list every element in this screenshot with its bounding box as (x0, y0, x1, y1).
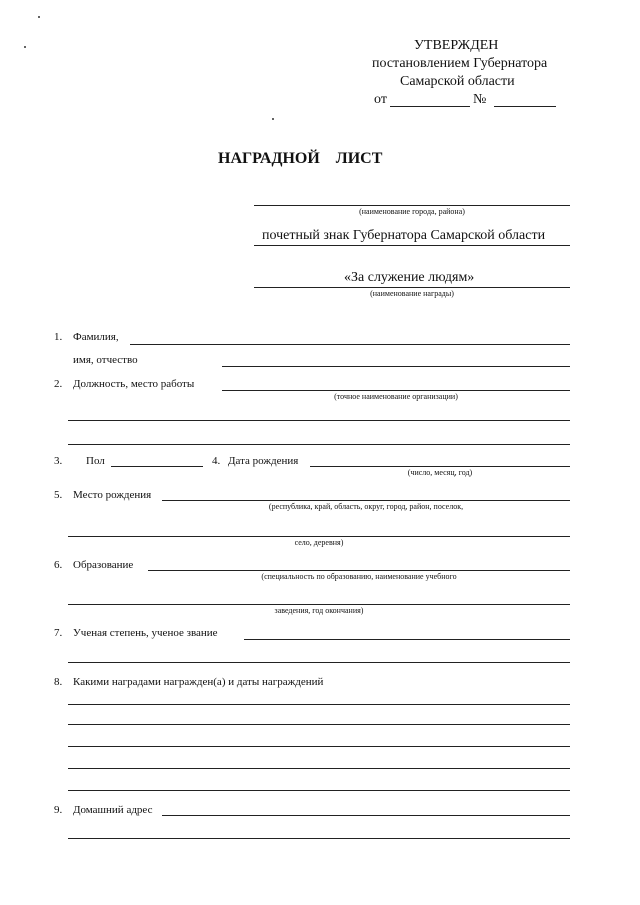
field-7-number: 7. (54, 627, 63, 639)
name-patronymic-line[interactable] (222, 366, 570, 367)
awards-line-5[interactable] (68, 790, 570, 791)
position-line-3[interactable] (68, 444, 570, 445)
surname-line[interactable] (130, 344, 570, 345)
awards-line-4[interactable] (68, 768, 570, 769)
birthplace-line[interactable] (162, 500, 570, 501)
field-6-number: 6. (54, 559, 63, 571)
city-line[interactable] (254, 205, 570, 206)
approval-line1: постановлением Губернатора (372, 56, 548, 71)
field-9-number: 9. (54, 804, 63, 816)
field-4-number: 4. (212, 455, 221, 467)
awards-label: Какими наградами награжден(а) и даты награждений (73, 676, 324, 688)
field-8-number: 8. (54, 676, 63, 688)
education-hint-1: (специальность по образованию, наименование учебного (261, 572, 457, 581)
birthplace-label: Место рождения (73, 489, 152, 501)
home-address-line[interactable] (162, 815, 570, 816)
org-hint: (точное наименование организации) (334, 392, 458, 401)
birthplace-hint-2: село, деревня) (294, 538, 344, 547)
date-hint: (число, месяц, год) (407, 468, 473, 477)
position-line-2[interactable] (68, 420, 570, 421)
degree-line[interactable] (244, 639, 570, 640)
name-patronymic-label: имя, отчество (73, 354, 138, 366)
birth-date-line[interactable] (310, 466, 570, 467)
position-label: Должность, место работы (73, 378, 195, 390)
scan-speck (272, 118, 274, 120)
sex-label: Пол (86, 455, 105, 467)
education-line[interactable] (148, 570, 570, 571)
awards-line-3[interactable] (68, 746, 570, 747)
education-hint-2: заведения, год окончания) (274, 606, 364, 615)
approval-title: УТВЕРЖДЕН (414, 38, 499, 53)
award-hint: (наименование награды) (370, 289, 454, 298)
approval-number-line[interactable] (494, 106, 556, 107)
position-line[interactable] (222, 390, 570, 391)
degree-line-2[interactable] (68, 662, 570, 663)
scan-speck (24, 46, 26, 48)
approval-number-label: № (473, 92, 487, 107)
birth-date-label: Дата рождения (228, 455, 299, 467)
award-kind-line (254, 245, 570, 246)
education-label: Образование (73, 559, 134, 571)
city-hint: (наименование города, района) (359, 207, 465, 216)
home-address-line-2[interactable] (68, 838, 570, 839)
award-name: «За служение людям» (344, 270, 475, 285)
sex-line[interactable] (111, 466, 203, 467)
scan-speck (38, 16, 40, 18)
birthplace-hint-1: (республика, край, область, округ, город, район, поселок, (268, 502, 464, 511)
home-address-label: Домашний адрес (73, 804, 153, 816)
degree-label: Ученая степень, ученое звание (73, 627, 218, 639)
awards-line-1[interactable] (68, 704, 570, 705)
education-line-2[interactable] (68, 604, 570, 605)
award-kind: почетный знак Губернатора Самарской области (262, 228, 546, 243)
award-name-line (254, 287, 570, 288)
awards-line-2[interactable] (68, 724, 570, 725)
birthplace-line-2[interactable] (68, 536, 570, 537)
field-5-number: 5. (54, 489, 63, 501)
field-2-number: 2. (54, 378, 63, 390)
approval-line2: Самарской области (400, 74, 515, 89)
approval-from-label: от (374, 92, 387, 107)
surname-label: Фамилия, (73, 331, 119, 343)
field-3-number: 3. (54, 455, 63, 467)
field-1-number: 1. (54, 331, 63, 343)
document-title: НАГРАДНОЙ ЛИСТ (218, 150, 383, 167)
approval-date-line[interactable] (390, 106, 470, 107)
